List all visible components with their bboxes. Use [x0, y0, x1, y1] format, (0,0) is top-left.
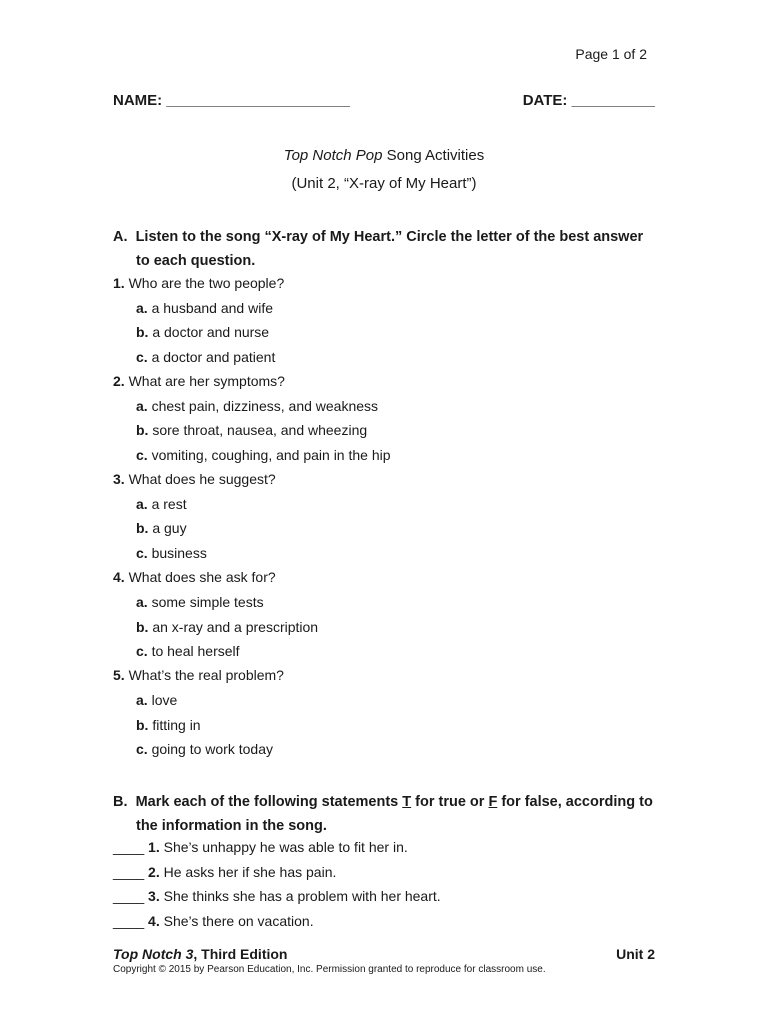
title-italic: Top Notch Pop — [283, 147, 383, 164]
question-4-option-a: a. some simple tests — [136, 594, 264, 610]
worksheet-title — [0, 147, 768, 164]
question-1-option-c: c. a doctor and patient — [136, 349, 276, 365]
question-3-option-a: a. a rest — [136, 496, 187, 512]
section-b-letter: B. — [113, 794, 128, 810]
true-letter: T — [402, 794, 412, 810]
question-1: 1. Who are the two people? — [113, 275, 285, 291]
question-2-option-c: c. vomiting, coughing, and pain in the hip — [136, 447, 391, 463]
answer-blank: ____ — [113, 913, 149, 929]
question-3-option-b: b. a guy — [136, 520, 187, 536]
statement-3: ____ 3. She thinks she has a problem with her heart. — [113, 888, 441, 904]
answer-blank: ____ — [113, 864, 149, 880]
section-a-text: Listen to the song “X-ray of My Heart.” Circle the letter of the best answer to each question. — [135, 229, 644, 269]
question-3: 3. What does he suggest? — [113, 471, 276, 487]
false-letter: F — [488, 794, 498, 810]
date-field: DATE: __________ — [522, 92, 655, 109]
statement-2: ____ 2. He asks her if she has pain. — [113, 864, 337, 880]
question-3-option-c: c. business — [136, 545, 207, 561]
question-1-option-a: a. a husband and wife — [136, 300, 274, 316]
statement-1: ____ 1. She’s unhappy he was able to fit her in. — [113, 839, 408, 855]
question-5: 5. What’s the real problem? — [113, 667, 284, 683]
section-a-letter: A. — [113, 229, 128, 245]
question-5-option-b: b. fitting in — [136, 717, 201, 733]
worksheet-subtitle: (Unit 2, “X-ray of My Heart”) — [291, 175, 477, 192]
question-4: 4. What does she ask for? — [113, 569, 276, 585]
question-4-option-c: c. to heal herself — [136, 643, 240, 659]
section-b-instruction: B. Mark each of the following statements T for true or F for false, according to the information in the song. — [113, 794, 653, 834]
name-field: NAME: ______________________ — [113, 92, 350, 109]
statement-4: ____ 4. She’s there on vacation. — [113, 913, 314, 929]
question-5-option-a: a. love — [136, 692, 178, 708]
question-4-option-b: b. an x-ray and a prescription — [136, 619, 319, 635]
section-a-instruction — [113, 225, 658, 273]
title-rest: Song Activities — [382, 147, 485, 164]
answer-blank: ____ — [113, 839, 149, 855]
footer-book-title: Top Notch 3, Third Edition — [113, 946, 288, 962]
copyright-notice: Copyright © 2015 by Pearson Education, Inc. Permission granted to reproduce for classroom use. — [113, 964, 546, 975]
question-5-option-c: c. going to work today — [136, 741, 273, 757]
footer-unit: Unit 2 — [616, 946, 655, 962]
question-2: 2. What are her symptoms? — [113, 373, 285, 389]
question-1-option-b: b. a doctor and nurse — [136, 324, 270, 340]
question-2-option-b: b. sore throat, nausea, and wheezing — [136, 422, 368, 438]
answer-blank: ____ — [113, 888, 149, 904]
question-2-option-a: a. chest pain, dizziness, and weakness — [136, 398, 379, 414]
page-indicator: Page 1 of 2 — [575, 46, 647, 62]
